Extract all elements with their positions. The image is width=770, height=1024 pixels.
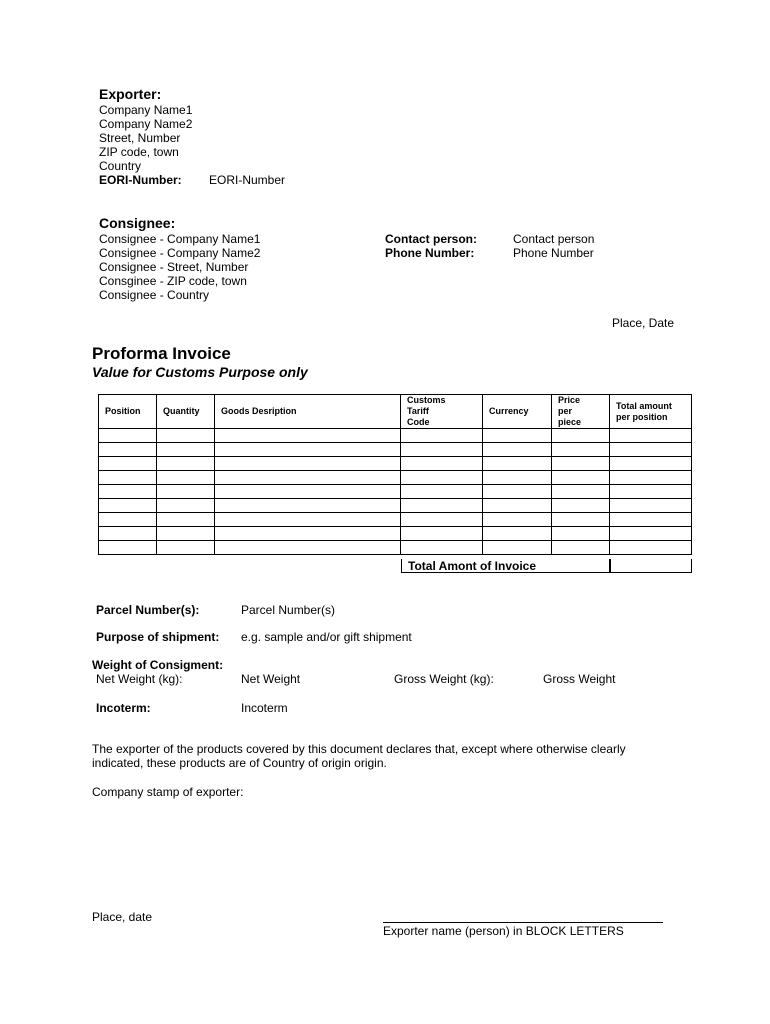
consignee-heading: Consignee: [99, 215, 176, 231]
table-cell[interactable] [157, 457, 215, 471]
table-cell[interactable] [552, 513, 610, 527]
net-weight-label: Net Weight (kg): [96, 672, 183, 686]
table-cell[interactable] [610, 499, 692, 513]
column-header-position: Position [99, 395, 157, 429]
table-cell[interactable] [483, 443, 552, 457]
incoterm-label: Incoterm: [96, 701, 151, 715]
table-cell[interactable] [483, 541, 552, 555]
table-cell[interactable] [552, 527, 610, 541]
total-amount-value[interactable] [610, 559, 692, 573]
table-cell[interactable] [99, 457, 157, 471]
table-cell[interactable] [401, 541, 483, 555]
column-header-currency: Currency [483, 395, 552, 429]
table-cell[interactable] [157, 527, 215, 541]
table-cell[interactable] [99, 499, 157, 513]
table-cell[interactable] [483, 513, 552, 527]
table-cell[interactable] [99, 485, 157, 499]
table-cell[interactable] [483, 527, 552, 541]
table-cell[interactable] [215, 513, 401, 527]
table-cell[interactable] [401, 485, 483, 499]
table-cell[interactable] [552, 457, 610, 471]
table-row [99, 485, 692, 499]
phone-number-label: Phone Number: [385, 246, 475, 260]
table-cell[interactable] [157, 541, 215, 555]
column-header-total-amount: Total amount per position [610, 395, 692, 429]
table-row [99, 541, 692, 555]
table-cell[interactable] [552, 499, 610, 513]
table-cell[interactable] [215, 471, 401, 485]
consignee-line: Consignee - Company Name1 [99, 232, 261, 246]
signature-place-date: Place, date [92, 910, 153, 924]
invoice-title: Proforma Invoice [92, 344, 231, 363]
phone-number-value: Phone Number [513, 246, 594, 260]
table-cell[interactable] [157, 513, 215, 527]
table-cell[interactable] [157, 499, 215, 513]
consignee-line: Consginee - ZIP code, town [99, 274, 247, 288]
purpose-value: e.g. sample and/or gift shipment [241, 630, 412, 644]
incoterm-value: Incoterm [241, 701, 288, 715]
table-cell[interactable] [552, 541, 610, 555]
table-cell[interactable] [215, 457, 401, 471]
exporter-name-caption: Exporter name (person) in BLOCK LETTERS [383, 924, 624, 938]
table-cell[interactable] [483, 457, 552, 471]
exporter-line: Company Name2 [99, 117, 193, 131]
consignee-address [99, 232, 260, 302]
total-amount-label: Total Amont of Invoice [401, 559, 610, 573]
table-cell[interactable] [99, 471, 157, 485]
stamp-label: Company stamp of exporter: [92, 785, 244, 799]
table-cell[interactable] [610, 471, 692, 485]
table-row [99, 443, 692, 457]
table-row [99, 499, 692, 513]
declaration-line-1: The exporter of the products covered by this document declares that, except where otherwise clearly [92, 742, 626, 756]
table-cell[interactable] [215, 499, 401, 513]
table-cell[interactable] [401, 513, 483, 527]
table-cell[interactable] [552, 471, 610, 485]
gross-weight-label: Gross Weight (kg): [394, 672, 494, 686]
exporter-line: Street, Number [99, 131, 181, 145]
gross-weight-value: Gross Weight [543, 672, 616, 686]
table-cell[interactable] [99, 513, 157, 527]
table-cell[interactable] [552, 485, 610, 499]
table-cell[interactable] [99, 443, 157, 457]
table-row [99, 513, 692, 527]
table-cell[interactable] [401, 527, 483, 541]
declaration-line-2: indicated, these products are of Country of origin origin. [92, 756, 387, 770]
table-header-row [99, 395, 692, 429]
table-cell[interactable] [215, 485, 401, 499]
table-cell[interactable] [483, 471, 552, 485]
net-weight-value: Net Weight [241, 672, 301, 686]
column-header-goods-description: Goods Desription [215, 395, 401, 429]
table-cell[interactable] [483, 499, 552, 513]
consignee-line: Consignee - Street, Number [99, 260, 249, 274]
table-cell[interactable] [610, 485, 692, 499]
table-row [99, 527, 692, 541]
table-cell[interactable] [215, 443, 401, 457]
table-cell[interactable] [215, 541, 401, 555]
column-header-quantity: Quantity [157, 395, 215, 429]
table-cell[interactable] [610, 443, 692, 457]
signature-line [383, 922, 663, 923]
table-cell[interactable] [99, 541, 157, 555]
table-cell[interactable] [610, 541, 692, 555]
table-cell[interactable] [401, 471, 483, 485]
exporter-line: ZIP code, town [99, 145, 179, 159]
items-table [98, 394, 692, 555]
parcel-number-label: Parcel Number(s): [96, 603, 200, 617]
table-cell[interactable] [99, 527, 157, 541]
exporter-heading: Exporter: [99, 86, 162, 102]
exporter-address [99, 103, 192, 173]
weight-heading: Weight of Consigment: [92, 658, 224, 672]
eori-value: EORI-Number [209, 173, 286, 187]
table-cell[interactable] [610, 457, 692, 471]
table-cell[interactable] [401, 429, 483, 443]
table-cell[interactable] [157, 485, 215, 499]
consignee-line: Consignee - Country [99, 288, 210, 302]
consignee-line: Consignee - Company Name2 [99, 246, 261, 260]
invoice-subtitle: Value for Customs Purpose only [92, 364, 308, 380]
table-row [99, 429, 692, 443]
table-cell[interactable] [401, 457, 483, 471]
column-header-customs-tariff-code: Customs Tariff Code [401, 395, 483, 429]
table-cell[interactable] [610, 527, 692, 541]
contact-person-value: Contact person [513, 232, 595, 246]
table-cell[interactable] [99, 429, 157, 443]
table-cell[interactable] [610, 429, 692, 443]
table-cell[interactable] [483, 429, 552, 443]
place-date: Place, Date [612, 316, 675, 330]
parcel-number-value: Parcel Number(s) [241, 603, 336, 617]
table-cell[interactable] [215, 527, 401, 541]
table-cell[interactable] [157, 471, 215, 485]
purpose-label: Purpose of shipment: [96, 630, 220, 644]
exporter-line: Country [99, 159, 142, 173]
table-cell[interactable] [157, 429, 215, 443]
table-cell[interactable] [215, 429, 401, 443]
table-cell[interactable] [401, 443, 483, 457]
table-row [99, 471, 692, 485]
table-cell[interactable] [483, 485, 552, 499]
eori-label: EORI-Number: [99, 173, 182, 187]
table-cell[interactable] [552, 429, 610, 443]
table-cell[interactable] [552, 443, 610, 457]
table-cell[interactable] [401, 499, 483, 513]
table-row [99, 457, 692, 471]
table-cell[interactable] [157, 443, 215, 457]
column-header-price-per-piece: Price per piece [552, 395, 610, 429]
table-cell[interactable] [610, 513, 692, 527]
exporter-line: Company Name1 [99, 103, 193, 117]
contact-person-label: Contact person: [385, 232, 478, 246]
